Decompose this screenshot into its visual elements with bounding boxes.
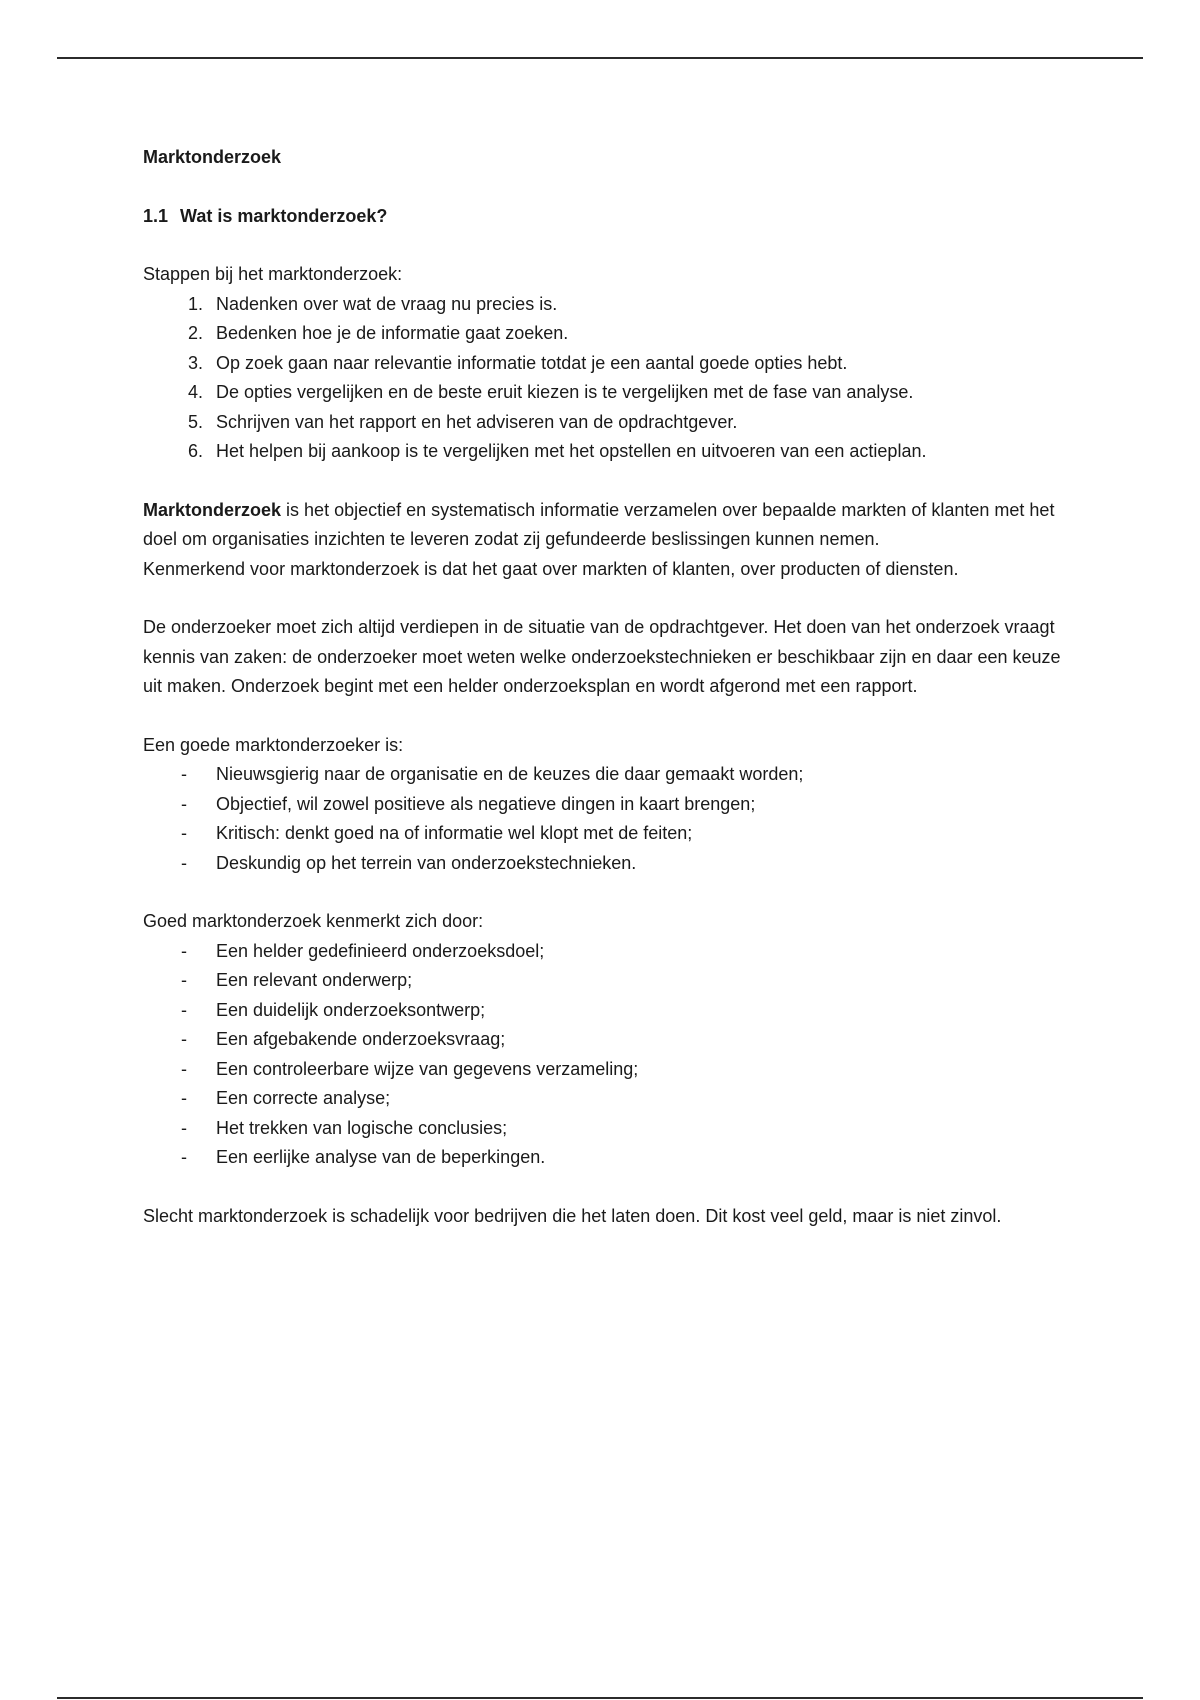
definition-text: is het objectief en systematisch informatie verzamelen over bepaalde markten of klanten met het doel om organisaties inzichten te leveren zodat zij gefundeerde beslissingen kunnen nemen.: [143, 499, 1055, 549]
list-item: [143, 790, 1063, 820]
bullet-dash: -: [181, 1147, 187, 1167]
list-item-text: Een eerlijke analyse van de beperkingen.: [216, 1147, 546, 1167]
section-title: Wat is marktonderzoek?: [180, 205, 388, 226]
good-research-list: [143, 937, 1063, 1173]
list-item: [143, 1084, 1063, 1114]
list-item-text: Objectief, wil zowel positieve als negatieve dingen in kaart brengen;: [216, 793, 756, 814]
list-item: [143, 966, 1063, 996]
list-item-text: Bedenken hoe je de informatie gaat zoeken.: [216, 323, 569, 343]
good-research-intro: Goed marktonderzoek kenmerkt zich door:: [143, 911, 484, 931]
bullet-dash: -: [181, 970, 187, 990]
steps-list: [143, 290, 1063, 467]
bullet-dash: -: [181, 1088, 187, 1108]
list-item-text: Nieuwsgierig naar de organisatie en de keuzes die daar gemaakt worden;: [216, 764, 804, 784]
list-item: [143, 819, 1063, 849]
list-item: [143, 437, 1063, 467]
bullet-dash: -: [181, 940, 187, 961]
bullet-dash: -: [181, 793, 187, 814]
section-number: 1.1: [143, 205, 169, 226]
list-number: 2.: [187, 323, 203, 343]
definition-block: [143, 496, 1063, 585]
researcher-block: [143, 613, 1063, 702]
good-researcher-block: [143, 731, 1063, 879]
list-item-text: Een controleerbare wijze van gegevens verzameling;: [216, 1058, 639, 1079]
bullet-dash: -: [181, 1029, 187, 1049]
document-page: [143, 143, 1063, 1231]
list-item-text: Nadenken over wat de vraag nu precies is.: [216, 293, 558, 314]
closing-paragraph: Slecht marktonderzoek is schadelijk voor bedrijven die het laten doen. Dit kost veel geld, maar is niet zinvol.: [143, 1205, 1002, 1226]
list-item-text: Schrijven van het rapport en het adviseren van de opdrachtgever.: [216, 411, 738, 432]
list-item: [143, 937, 1063, 967]
list-number: 5.: [187, 411, 203, 432]
list-item-text: Kritisch: denkt goed na of informatie wel klopt met de feiten;: [216, 823, 693, 843]
list-item: [143, 290, 1063, 320]
characteristic-paragraph: Kenmerkend voor marktonderzoek is dat het gaat over markten of klanten, over producten of diensten.: [143, 558, 959, 579]
list-item: [143, 408, 1063, 438]
bullet-dash: -: [181, 1058, 187, 1079]
list-item-text: Een relevant onderwerp;: [216, 970, 413, 990]
bullet-dash: -: [181, 852, 187, 873]
list-item: [143, 1055, 1063, 1085]
top-rule: [57, 57, 1143, 59]
steps-intro: Stappen bij het marktonderzoek:: [143, 264, 403, 284]
list-item: [143, 760, 1063, 790]
bullet-dash: -: [181, 999, 187, 1020]
good-research-block: [143, 907, 1063, 1173]
steps-block: [143, 260, 1063, 467]
bottom-rule: [57, 1697, 1143, 1699]
good-researcher-intro: Een goede marktonderzoeker is:: [143, 734, 404, 755]
list-item-text: De opties vergelijken en de beste eruit kiezen is te vergelijken met de fase van analyse.: [216, 382, 914, 402]
list-number: 4.: [187, 382, 203, 402]
closing-block: [143, 1202, 1063, 1232]
list-item-text: Het trekken van logische conclusies;: [216, 1117, 508, 1138]
definition-paragraph: [143, 496, 1063, 555]
bullet-dash: -: [181, 823, 187, 843]
document-title: Marktonderzoek: [143, 147, 282, 167]
bullet-dash: -: [181, 1117, 187, 1138]
list-item: [143, 849, 1063, 879]
list-item: [143, 349, 1063, 379]
list-item: [143, 378, 1063, 408]
list-item-text: Deskundig op het terrein van onderzoekstechnieken.: [216, 852, 637, 873]
section-heading: [143, 202, 1063, 232]
list-item-text: Een helder gedefinieerd onderzoeksdoel;: [216, 940, 545, 961]
list-item-text: Een correcte analyse;: [216, 1088, 391, 1108]
list-number: 6.: [187, 441, 203, 461]
list-item-text: Een duidelijk onderzoeksontwerp;: [216, 999, 486, 1020]
bullet-dash: -: [181, 764, 187, 784]
definition-term: Marktonderzoek: [143, 499, 282, 520]
list-number: 3.: [187, 352, 203, 373]
list-item-text: Een afgebakende onderzoeksvraag;: [216, 1029, 506, 1049]
researcher-paragraph: De onderzoeker moet zich altijd verdiepen in de situatie van de opdrachtgever. Het doen van het onderzoek vraagt kennis van zaken: de onderzoeker moet weten welke onderzoekstechnieken er beschikbaar zijn en daar een keuze uit maken. Onderzoek begint met een helder onderzoeksplan en wordt afgerond met een rapport.: [143, 617, 1061, 696]
list-item-text: Op zoek gaan naar relevantie informatie totdat je een aantal goede opties hebt.: [216, 352, 848, 373]
list-item-text: Het helpen bij aankoop is te vergelijken met het opstellen en uitvoeren van een actieplan.: [216, 441, 927, 461]
list-number: 1.: [187, 293, 203, 314]
list-item: [143, 1025, 1063, 1055]
good-researcher-list: [143, 760, 1063, 878]
list-item: [143, 996, 1063, 1026]
list-item: [143, 1143, 1063, 1173]
list-item: [143, 319, 1063, 349]
list-item: [143, 1114, 1063, 1144]
